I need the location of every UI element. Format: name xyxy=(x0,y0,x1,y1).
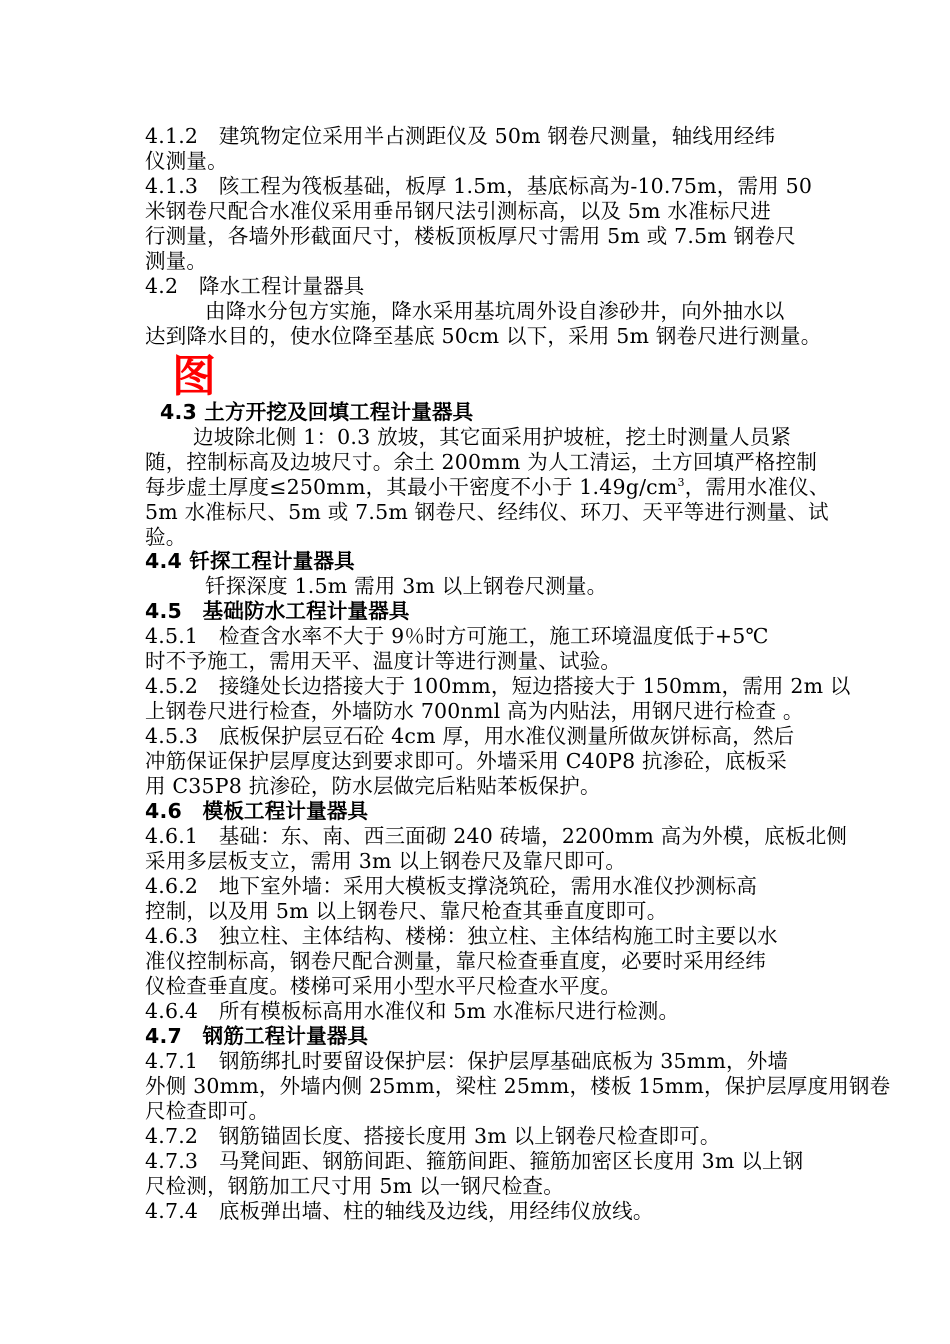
paragraph-line: 4.7.4 底板弹出墙、柱的轴线及边线，用经纬仪放线。 xyxy=(145,1199,654,1223)
paragraph-line: 外侧 30mm，外墙内侧 25mm，梁柱 25mm，楼板 15mm，保护层厚度用钢卷 xyxy=(145,1074,891,1098)
paragraph-line: 钎探深度 1.5m 需用 3m 以上钢卷尺测量。 xyxy=(205,574,608,598)
paragraph-line: 由降水分包方实施，降水采用基坑周外设自渗砂井，向外抽水以 xyxy=(205,299,785,323)
paragraph-line: 4.5.2 接缝处长边搭接大于 100mm，短边搭接大于 150mm，需用 2m 以 xyxy=(145,674,851,698)
paragraph-line: 4.1.3 陔工程为筏板基础，板厚 1.5m，基底标高为-10.75m，需用 50 xyxy=(145,174,813,198)
paragraph-line xyxy=(145,475,830,500)
paragraph-line: 4.5.3 底板保护层豆石砼 4cm 厚，用水准仪测量所做灰饼标高，然后 xyxy=(145,724,795,748)
paragraph-line: 仪检查垂直度。楼梯可采用小型水平尺检查水平度。 xyxy=(145,974,622,998)
section-heading-4-7: 4.7 钢筋工程计量器具 xyxy=(145,1024,369,1048)
paragraph-line: 达到降水目的，使水位降至基底 50cm 以下，采用 5m 钢卷尺进行测量。 xyxy=(145,324,822,348)
text-segment: ，需用水准仪、 xyxy=(684,475,830,499)
paragraph-line: 4.6.3 独立柱、主体结构、楼梯：独立柱、主体结构施工时主要以水 xyxy=(145,924,778,948)
paragraph-line: 验。 xyxy=(145,525,187,549)
paragraph-line: 测量。 xyxy=(145,249,208,273)
red-figure-mark: 图 xyxy=(172,351,216,402)
text-segment: 每步虚土厚度≤250mm，其最小干密度不小于 1.49g/cm xyxy=(145,475,678,499)
section-heading-4-6: 4.6 模板工程计量器具 xyxy=(145,799,369,823)
paragraph-line: 尺检查即可。 xyxy=(145,1099,270,1123)
paragraph-line: 准仪控制标高，钢卷尺配合测量，靠尺检查垂直度，必要时采用经纬 xyxy=(145,949,766,973)
paragraph-line: 4.6.2 地下室外墙：采用大模板支撑浇筑砼，需用水准仪抄测标高 xyxy=(145,874,758,898)
paragraph-line: 上钢卷尺进行检查，外墙防水 700nml 高为内贴法，用钢尺进行检查 。 xyxy=(145,699,804,723)
paragraph-line: 4.6.1 基础：东、南、西三面砌 240 砖墙，2200mm 高为外模，底板北侧 xyxy=(145,824,848,848)
paragraph-line: 4.1.2 建筑物定位采用半占测距仪及 50m 钢卷尺测量，轴线用经纬 xyxy=(145,124,776,148)
superscript: 3 xyxy=(677,476,685,490)
paragraph-line: 冲筋保证保护层厚度达到要求即可。外墙采用 C40P8 抗渗砼，底板采 xyxy=(145,749,787,773)
paragraph-line: 4.7.2 钢筋锚固长度、搭接长度用 3m 以上钢卷尺检查即可。 xyxy=(145,1124,721,1148)
paragraph-line: 仪测量。 xyxy=(145,149,228,173)
paragraph-line: 用 C35P8 抗渗砼，防水层做完后粘贴苯板保护。 xyxy=(145,774,601,798)
paragraph-line: 4.5.1 检查含水率不大于 9％时方可施工，施工环境温度低于+5℃ xyxy=(145,624,769,648)
paragraph-line: 时不予施工，需用天平、温度计等进行测量、试验。 xyxy=(145,649,622,673)
paragraph-line: 米钢卷尺配合水准仪采用垂吊钢尺法引测标高，以及 5m 水准标尺进 xyxy=(145,199,771,223)
paragraph-line: 行测量，各墙外形截面尺寸，楼板顶板厚尺寸需用 5m 或 7.5m 钢卷尺 xyxy=(145,224,796,248)
paragraph-line: 控制，以及用 5m 以上钢卷尺、靠尺枪查其垂直度即可。 xyxy=(145,899,668,923)
paragraph-line: 尺检测，钢筋加工尺寸用 5m 以一钢尺检查。 xyxy=(145,1174,564,1198)
section-heading-4-3: 4.3 土方开挖及回填工程计量器具 xyxy=(160,400,474,424)
paragraph-line: 采用多层板支立，需用 3m 以上钢卷尺及靠尺即可。 xyxy=(145,849,627,873)
paragraph-line: 4.7.3 马凳间距、钢筋间距、箍筋间距、箍筋加密区长度用 3m 以上钢 xyxy=(145,1149,804,1173)
paragraph-line: 边坡除北侧 1：0.3 放坡，其它面采用护坡桩，挖土时测量人员紧 xyxy=(193,425,792,449)
section-heading-4-5: 4.5 基础防水工程计量器具 xyxy=(145,599,410,623)
paragraph-line: 4.6.4 所有模板标高用水准仪和 5m 水准标尺进行检测。 xyxy=(145,999,680,1023)
section-heading-4-2: 4.2 降水工程计量器具 xyxy=(145,274,365,298)
paragraph-line: 随，控制标高及边坡尺寸。余土 200mm 为人工清运，土方回填严格控制 xyxy=(145,450,818,474)
paragraph-line: 5m 水准标尺、5m 或 7.5m 钢卷尺、经纬仪、环刀、天平等进行测量、试 xyxy=(145,500,829,524)
section-heading-4-4: 4.4 钎探工程计量器具 xyxy=(145,549,355,573)
paragraph-line: 4.7.1 钢筋绑扎时要留设保护层：保护层厚基础底板为 35mm，外墙 xyxy=(145,1049,789,1073)
